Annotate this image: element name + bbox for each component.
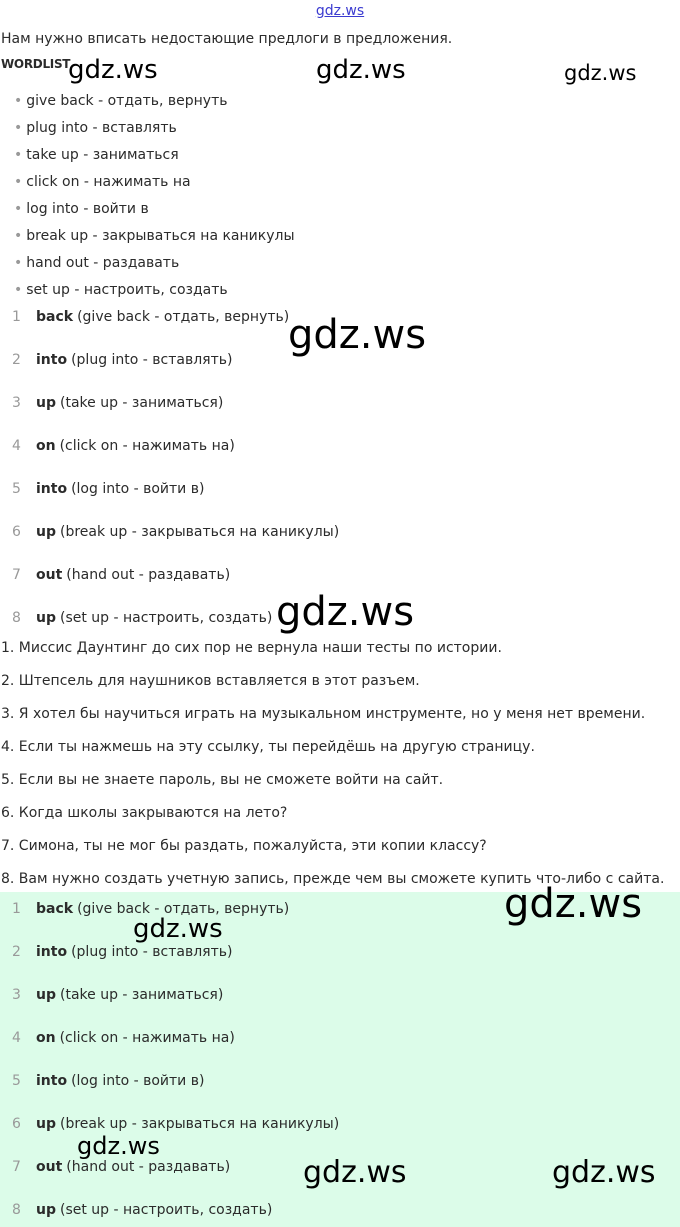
answer-gloss: (give back - отдать, вернуть) [77,901,290,917]
bullet-icon: • [14,120,23,136]
answer-number: 8 [12,1202,21,1218]
bullet-icon: • [14,174,23,190]
answer-gloss: (give back - отдать, вернуть) [77,309,290,325]
sentence: 6. Когда школы закрываются на лето? [1,805,288,821]
answer-gloss: (hand out - раздавать) [66,1159,231,1175]
answer-number: 3 [12,987,21,1003]
wordlist-item [14,282,228,298]
bullet-icon: • [14,93,23,109]
answer-word: out [36,1159,63,1175]
watermark: gdz.ws [552,1155,656,1190]
answer-number: 1 [12,901,21,917]
wordlist-item-text: break up - закрываться на каникулы [26,228,295,244]
answer-word: up [36,987,56,1003]
sentence: 2. Штепсель для наушников вставляется в этот разъем. [1,673,420,689]
wordlist-item-text: give back - отдать, вернуть [26,93,228,109]
answer-number: 6 [12,524,21,540]
answer-word: into [36,1073,68,1089]
wordlist-item [14,174,191,190]
answer-number: 7 [12,1159,21,1175]
watermark: gdz.ws [133,914,223,944]
wordlist-item [14,147,179,163]
answer-word: out [36,567,63,583]
answer-number: 8 [12,610,21,626]
watermark: gdz.ws [564,61,637,85]
sentence: 8. Вам нужно создать учетную запись, прежде чем вы сможете купить что-либо с сайта. [1,871,665,887]
bullet-icon: • [14,201,23,217]
wordlist-item-text: hand out - раздавать [26,255,180,271]
wordlist-item-text: plug into - вставлять [26,120,177,136]
wordlist-item [14,255,179,271]
sentence: 1. Миссис Даунтинг до сих пор не вернула наши тесты по истории. [1,640,502,656]
answer-word: up [36,395,56,411]
wordlist-item [14,201,149,217]
answer-gloss: (take up - заниматься) [60,395,224,411]
answer-number: 4 [12,1030,21,1046]
wordlist-item-text: set up - настроить, создать [26,282,228,298]
answer-word: up [36,524,56,540]
bullet-icon: • [14,282,23,298]
watermark: gdz.ws [316,55,406,85]
answer-word: on [36,1030,56,1046]
wordlist-item-text: click on - нажимать на [26,174,191,190]
answer-gloss: (hand out - раздавать) [66,567,231,583]
answer-number: 3 [12,395,21,411]
bullet-icon: • [14,147,23,163]
answer-gloss: (plug into - вставлять) [71,352,233,368]
answer-word: up [36,1116,56,1132]
sentence: 4. Если ты нажмешь на эту ссылку, ты перейдёшь на другую страницу. [1,739,535,755]
sentence: 5. Если вы не знаете пароль, вы не сможете войти на сайт. [1,772,444,788]
answer-number: 1 [12,309,21,325]
answer-gloss: (take up - заниматься) [60,987,224,1003]
wordlist-item [14,120,177,136]
answer-word: back [36,901,74,917]
answer-word: on [36,438,56,454]
watermark: gdz.ws [504,881,643,927]
sentence: 7. Симона, ты не мог бы раздать, пожалуйста, эти копии классу? [1,838,487,854]
answer-gloss: (log into - войти в) [71,1073,205,1089]
answer-gloss: (break up - закрываться на каникулы) [60,524,340,540]
watermark: gdz.ws [276,589,415,635]
wordlist-title: WORDLIST [1,57,71,71]
watermark: gdz.ws [288,312,427,358]
wordlist-item-text: take up - заниматься [26,147,179,163]
watermark: gdz.ws [303,1155,407,1190]
bullet-icon: • [14,255,23,271]
watermark: gdz.ws [68,55,158,85]
answer-gloss: (set up - настроить, создать) [60,610,273,626]
answer-gloss: (log into - войти в) [71,481,205,497]
answer-number: 7 [12,567,21,583]
site-link[interactable]: gdz.ws [315,3,365,19]
answer-word: up [36,610,56,626]
answer-number: 2 [12,944,21,960]
answer-word: up [36,1202,56,1218]
answer-gloss: (break up - закрываться на каникулы) [60,1116,340,1132]
wordlist-item-text: log into - войти в [26,201,149,217]
wordlist-item [14,228,295,244]
answer-number: 5 [12,1073,21,1089]
bullet-icon: • [14,228,23,244]
answer-gloss: (plug into - вставлять) [71,944,233,960]
wordlist-item [14,93,228,109]
answer-gloss: (click on - нажимать на) [59,1030,235,1046]
answer-gloss: (click on - нажимать на) [59,438,235,454]
answer-word: back [36,309,74,325]
sentence: 3. Я хотел бы научиться играть на музыкальном инструменте, но у меня нет времени. [1,706,646,722]
answer-word: into [36,352,68,368]
answer-number: 4 [12,438,21,454]
intro-text: Нам нужно вписать недостающие предлоги в предложения. [1,31,453,47]
answer-number: 5 [12,481,21,497]
answer-number: 6 [12,1116,21,1132]
answer-word: into [36,481,68,497]
answer-number: 2 [12,352,21,368]
answer-gloss: (set up - настроить, создать) [60,1202,273,1218]
watermark: gdz.ws [77,1132,160,1160]
answer-word: into [36,944,68,960]
